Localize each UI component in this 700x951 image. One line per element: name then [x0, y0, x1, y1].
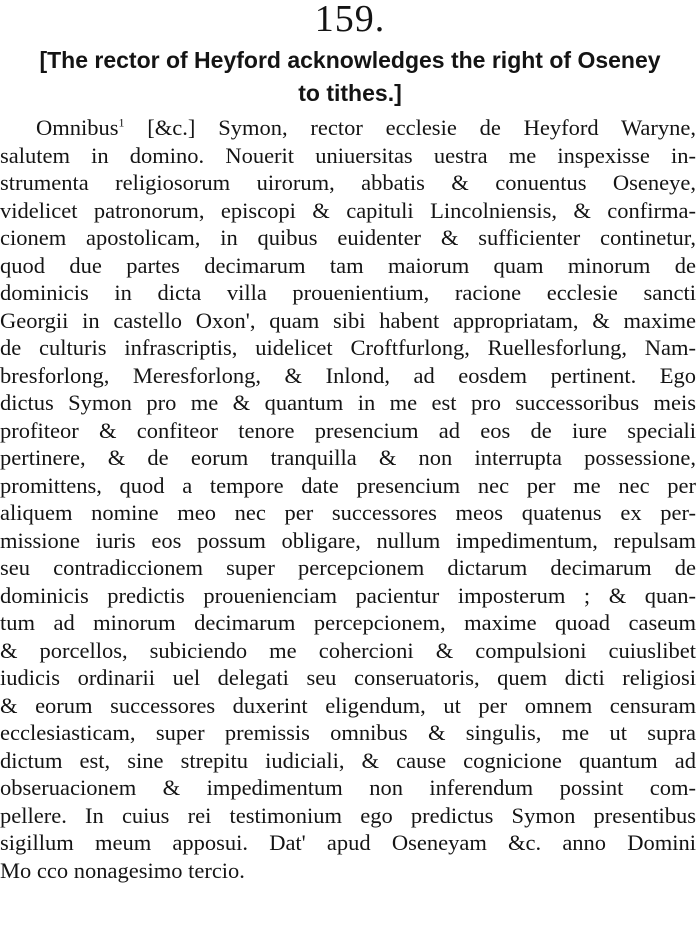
text-line: ecclesiasticam, super premissis omnibus & singulis, me ut supra [0, 720, 696, 745]
text-line: & porcellos, subiciendo me cohercioni & compulsioni cuiuslibet [0, 637, 696, 663]
text-line: dominicis in dicta villa prouenientium, racione ecclesie sancti [0, 280, 696, 305]
text-line-last: Mo cco nonagesimo tercio. [0, 857, 245, 883]
text-line: promittens, quod a tempore date presencium nec per me nec per [0, 472, 696, 498]
text-line: seu contradiccionem super percepcionem dictarum decimarum de [0, 555, 696, 580]
text-line: strumenta religiosorum uirorum, abbatis & conuentus Oseneye, [0, 170, 696, 195]
text-line: & eorum successores duxerint eligendum, ut per omnem censuram [0, 692, 696, 718]
text-line: bresforlong, Meresforlong, & Inlond, ad eosdem pertinent. Ego [0, 362, 696, 388]
charter-title [0, 44, 700, 110]
first-line-rest: [&c.] Symon, rector ecclesie de Heyford Waryne, [124, 115, 696, 140]
first-word: Omnibus [36, 115, 119, 140]
text-line: iudicis ordinarii uel delegati seu conseruatoris, quem dicti religiosi [0, 665, 696, 690]
text-line: dominicis predictis prouenienciam pacientur imposterum ; & quan- [0, 582, 696, 608]
text-line: pellere. In cuius rei testimonium ego predictus Symon presentibus [0, 802, 696, 828]
text-line: pertinere, & de eorum tranquilla & non interrupta possessione, [0, 445, 696, 470]
charter-number: 159. [314, 0, 386, 40]
title-line: to tithes.] [298, 80, 402, 106]
text-line: salutem in domino. Nouerit uniuersitas uestra me inspexisse in- [0, 142, 696, 168]
text-line: obseruacionem & impedimentum non inferendum possint com- [0, 775, 696, 800]
title-line: [The rector of Heyford acknowledges the right of Oseney [39, 47, 661, 73]
text-line-first [0, 114, 696, 142]
text-line: Georgii in castello Oxon', quam sibi habent appropriatam, & maxime [0, 307, 696, 333]
text-line: videlicet patronorum, episcopi & capituli Lincolniensis, & confirma- [0, 197, 696, 223]
charter-text [0, 114, 700, 884]
text-line: quod due partes decimarum tam maiorum quam minorum de [0, 252, 696, 278]
text-line: missione iuris eos possum obligare, nullum impedimentum, repulsam [0, 527, 696, 553]
text-line: cionem apostolicam, in quibus euidenter & sufficienter continetur, [0, 225, 696, 250]
text-line: dictus Symon pro me & quantum in me est pro successoribus meis [0, 390, 696, 415]
text-line: profiteor & confiteor tenore presencium ad eos de iure speciali [0, 417, 696, 443]
text-line: aliquem nomine meo nec per successores meos quatenus ex per- [0, 500, 696, 525]
text-line: sigillum meum apposui. Dat' apud Oseneyam &c. anno Domini [0, 830, 696, 855]
footnote-marker: 1 [118, 115, 125, 130]
text-line: tum ad minorum decimarum percepcionem, maxime quoad caseum [0, 610, 696, 635]
text-line: dictum est, sine strepitu iudiciali, & cause cognicione quantum ad [0, 747, 696, 773]
text-line: de culturis infrascriptis, uidelicet Croftfurlong, Ruellesforlung, Nam- [0, 335, 696, 360]
